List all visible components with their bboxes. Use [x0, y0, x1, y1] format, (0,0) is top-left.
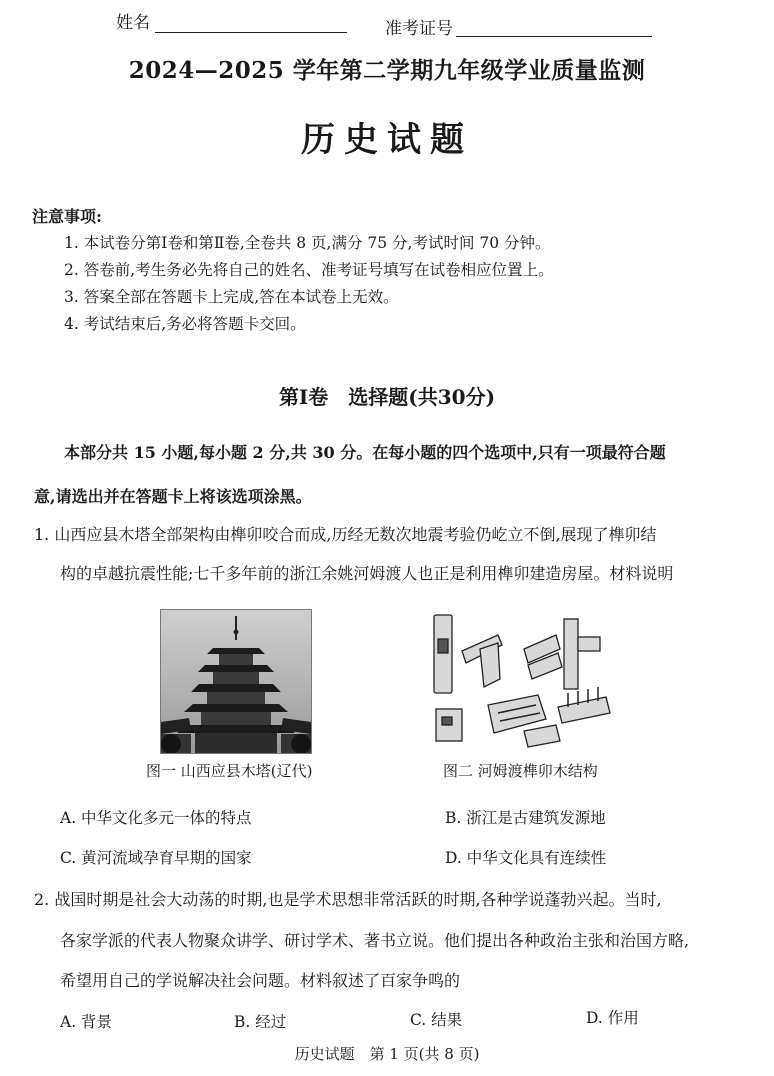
exam-id-field[interactable]: [456, 36, 652, 37]
figure-2-caption: 图二 河姆渡榫卯木结构: [443, 762, 598, 780]
q2-option-d[interactable]: D. 作用: [586, 1009, 639, 1027]
exam-id-label: 准考证号: [385, 19, 453, 39]
name-label: 姓名: [116, 13, 150, 33]
subject-title: 历史试题: [301, 120, 473, 160]
figure-1-caption: 图一 山西应县木塔(辽代): [146, 762, 313, 780]
q2-text: 希望用自己的学说解决社会问题。材料叙述了百家争鸣的: [60, 971, 461, 990]
q1-option-d[interactable]: D. 中华文化具有连续性: [445, 849, 607, 867]
note-item: 3. 答案全部在答题卡上完成,答在本试卷上无效。: [64, 288, 399, 306]
section-intro: 本部分共 15 小题,每小题 2 分,共 30 分。在每小题的四个选项中,只有一项最符合题: [64, 443, 666, 462]
q1-option-a[interactable]: A. 中华文化多元一体的特点: [60, 809, 252, 827]
q1-option-c[interactable]: C. 黄河流域孕育早期的国家: [60, 849, 252, 867]
q2-text: 各家学派的代表人物聚众讲学、研讨学术、著书立说。他们提出各种政治主张和治国方略,: [60, 931, 690, 950]
q2-option-c[interactable]: C. 结果: [410, 1011, 463, 1029]
q1-option-b[interactable]: B. 浙江是古建筑发源地: [445, 809, 606, 827]
note-item: 1. 本试卷分第Ⅰ卷和第Ⅱ卷,全卷共 8 页,满分 75 分,考试时间 70 分钟。: [64, 234, 551, 252]
mortise-tenon-illustration: [428, 609, 616, 749]
note-item: 4. 考试结束后,务必将答题卡交回。: [64, 315, 306, 333]
section-title: 第Ⅰ卷 选择题(共30分): [278, 385, 496, 409]
pagoda-photo: [160, 609, 312, 754]
q2-option-b[interactable]: B. 经过: [234, 1013, 287, 1031]
q1-text: 构的卓越抗震性能;七千多年前的浙江余姚河姆渡人也正是利用榫卯建造房屋。材料说明: [60, 564, 674, 583]
q1-text: 1. 山西应县木塔全部架构由榫卯咬合而成,历经无数次地震考验仍屹立不倒,展现了榫卯结: [34, 525, 657, 544]
exam-title: 2024—2025 学年第二学期九年级学业质量监测: [128, 57, 646, 84]
page-footer: 历史试题 第 1 页(共 8 页): [294, 1045, 480, 1063]
note-item: 2. 答卷前,考生务必先将自己的姓名、准考证号填写在试卷相应位置上。: [64, 261, 554, 279]
notes-heading: 注意事项:: [32, 207, 102, 226]
name-field[interactable]: [155, 32, 347, 33]
section-intro: 意,请选出并在答题卡上将该选项涂黑。: [34, 487, 312, 506]
q2-text: 2. 战国时期是社会大动荡的时期,也是学术思想非常活跃的时期,各种学说蓬勃兴起。当时,: [34, 890, 662, 909]
q2-option-a[interactable]: A. 背景: [60, 1013, 113, 1031]
